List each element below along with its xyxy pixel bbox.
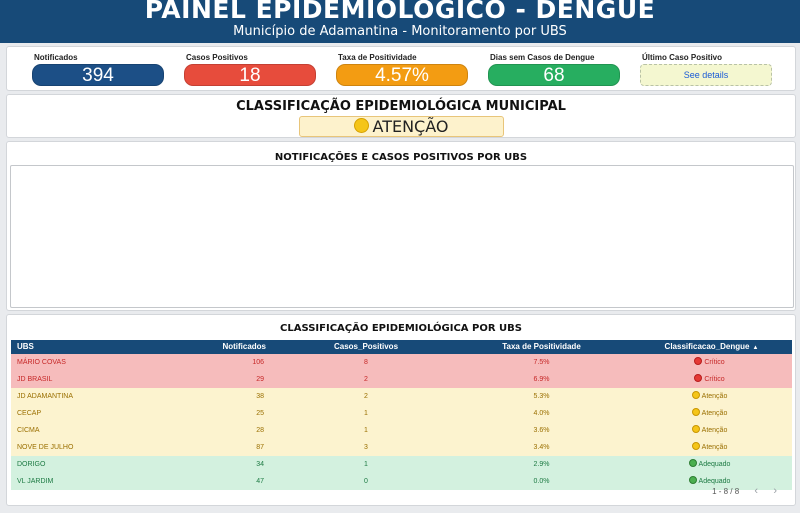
page-subtitle: Município de Adamantina - Monitoramento por UBS	[233, 24, 567, 39]
cell-taxa: 3.6%	[533, 427, 550, 434]
pagination-label: 1 - 8 / 8	[712, 487, 740, 496]
kpi-value-pill: 4.57%	[336, 64, 468, 86]
cell-ubs: NOVE DE JULHO	[17, 444, 74, 451]
cell-ubs: DORIGO	[17, 461, 46, 468]
yellow-circle-icon	[692, 391, 700, 399]
table-section-title: CLASSIFICAÇÃO EPIDEMIOLÓGICA POR UBS	[280, 323, 522, 334]
dashboard-header	[0, 0, 800, 43]
table-row	[11, 388, 792, 405]
ubs-table	[11, 340, 792, 490]
chart-section-title: NOTIFICAÇÕES E CASOS POSITIVOS POR UBS	[274, 152, 528, 163]
column-header-classificacao[interactable]	[627, 340, 792, 354]
cell-ubs: CECAP	[17, 410, 42, 417]
cell-notificados: 87	[256, 444, 264, 451]
red-circle-icon	[694, 374, 702, 382]
table-row	[11, 354, 792, 371]
municipal-classification-card	[6, 94, 796, 138]
classificacao-label: Adequado	[698, 478, 731, 485]
column-header-classificacao-label: Classificacao_Dengue	[664, 342, 750, 351]
kpi-value-pill: 68	[488, 64, 620, 86]
kpi-value-pill: 18	[184, 64, 316, 86]
cell-classificacao	[627, 439, 792, 456]
ubs-classification-card	[6, 314, 796, 506]
cell-notificados: 38	[256, 393, 264, 400]
kpi-label: Casos Positivos	[186, 53, 248, 62]
kpi-value-pill: 394	[32, 64, 164, 86]
cell-positivos: 2	[364, 393, 368, 400]
cell-classificacao	[627, 354, 792, 371]
table-header-row	[11, 340, 792, 354]
table-row	[11, 405, 792, 422]
kpi-label: Taxa de Positividade	[338, 53, 417, 62]
classificacao-label: Atenção	[701, 444, 728, 451]
classificacao-label: Atenção	[701, 410, 728, 417]
cell-notificados: 106	[252, 359, 264, 366]
municipal-status-label: ATENÇÃO	[372, 117, 449, 136]
kpi-dias-sem-casos	[488, 53, 620, 86]
classificacao-label: Crítico	[704, 376, 725, 383]
classificacao-label: Atenção	[701, 393, 728, 400]
cell-ubs: VL JARDIM	[17, 478, 54, 485]
column-header-taxa[interactable]: Taxa de Positividade	[502, 342, 581, 351]
cell-notificados: 28	[256, 427, 264, 434]
next-page-icon[interactable]: ›	[773, 485, 777, 497]
table-row	[11, 473, 792, 490]
cell-positivos: 8	[364, 359, 368, 366]
column-header-positivos[interactable]: Casos_Positivos	[333, 342, 399, 351]
classificacao-label: Atenção	[701, 427, 728, 434]
kpi-label: Último Caso Positivo	[642, 53, 723, 62]
cell-classificacao	[627, 422, 792, 439]
cell-notificados: 29	[256, 376, 264, 383]
yellow-circle-icon	[692, 408, 700, 416]
chart-area	[10, 165, 794, 308]
cell-positivos: 2	[364, 376, 368, 383]
cell-taxa: 2.9%	[533, 461, 550, 468]
classificacao-label: Adequado	[698, 461, 731, 468]
table-row	[11, 371, 792, 388]
cell-positivos: 1	[364, 410, 368, 417]
cell-taxa: 0.0%	[533, 478, 550, 485]
kpi-ultimo-caso	[640, 53, 772, 86]
municipal-classification-title: CLASSIFICAÇÃO EPIDEMIOLÓGICA MUNICIPAL	[236, 99, 566, 114]
municipal-status-badge	[299, 116, 504, 137]
cell-ubs: JD ADAMANTINA	[17, 393, 74, 400]
see-details-button[interactable]: See details	[640, 64, 772, 86]
cell-ubs: JD BRASIL	[17, 376, 53, 383]
ubs-chart-card	[6, 141, 796, 311]
kpi-notificados	[32, 53, 164, 86]
cell-taxa: 4.0%	[533, 410, 550, 417]
column-header-notificados[interactable]: Notificados	[222, 342, 266, 351]
page-title: PAINEL EPIDEMIOLOGICO - DENGUE	[144, 0, 656, 24]
kpi-casos-positivos	[184, 53, 316, 86]
kpi-panel	[6, 46, 796, 91]
cell-positivos: 3	[364, 444, 368, 451]
sort-ascending-icon: ▲	[752, 345, 759, 351]
cell-notificados: 47	[256, 478, 264, 485]
cell-notificados: 34	[256, 461, 264, 468]
cell-taxa: 6.9%	[533, 376, 550, 383]
cell-taxa: 5.3%	[533, 393, 550, 400]
green-circle-icon	[689, 459, 697, 467]
cell-ubs: MÁRIO COVAS	[17, 359, 66, 366]
kpi-label: Dias sem Casos de Dengue	[490, 53, 595, 62]
cell-notificados: 25	[256, 410, 264, 417]
cell-classificacao	[627, 371, 792, 388]
kpi-label: Notificados	[34, 53, 78, 62]
table-pagination	[712, 485, 777, 497]
previous-page-icon[interactable]: ‹	[754, 485, 759, 497]
cell-classificacao	[627, 388, 792, 405]
cell-classificacao	[627, 405, 792, 422]
table-row	[11, 456, 792, 473]
classificacao-label: Crítico	[704, 359, 725, 366]
cell-ubs: CICMA	[17, 427, 40, 434]
yellow-circle-icon	[692, 442, 700, 450]
yellow-circle-icon	[354, 118, 369, 133]
yellow-circle-icon	[692, 425, 700, 433]
column-header-ubs[interactable]: UBS	[17, 342, 34, 351]
table-row	[11, 422, 792, 439]
kpi-taxa-positividade	[336, 53, 468, 86]
green-circle-icon	[689, 476, 697, 484]
cell-positivos: 1	[364, 461, 368, 468]
cell-taxa: 7.5%	[533, 359, 550, 366]
cell-positivos: 1	[364, 427, 368, 434]
cell-taxa: 3.4%	[533, 444, 550, 451]
cell-positivos: 0	[364, 478, 368, 485]
red-circle-icon	[694, 357, 702, 365]
table-row	[11, 439, 792, 456]
cell-classificacao	[627, 456, 792, 473]
